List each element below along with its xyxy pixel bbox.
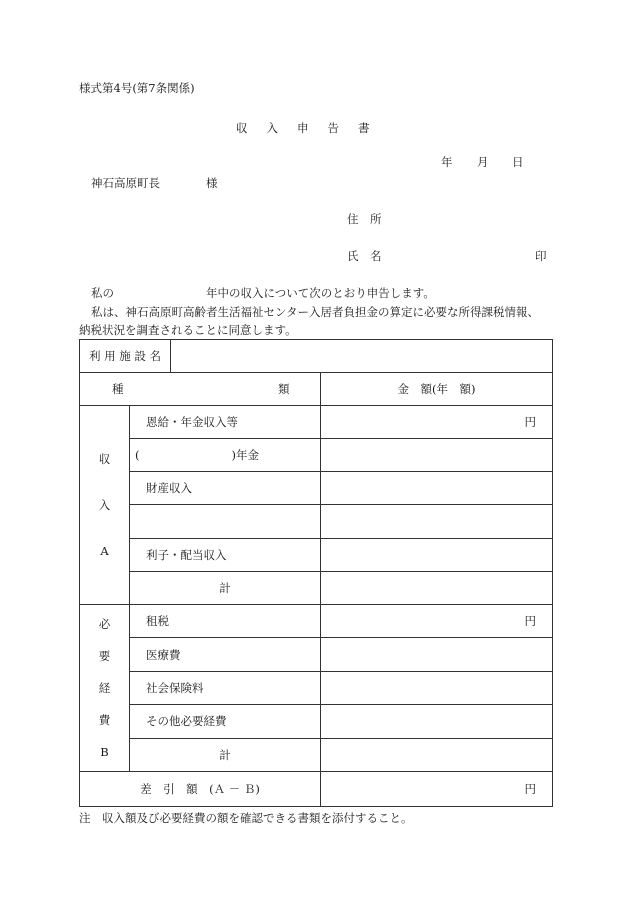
date-month-label: 月 — [477, 155, 489, 169]
date-day-label: 日 — [512, 155, 524, 169]
difference-label: 差 引 額 (Ａ － Ｂ) — [80, 772, 321, 807]
expense-total-row — [80, 738, 553, 771]
expense-row-label: 租税 — [130, 605, 321, 638]
expense-row-amount[interactable]: 円 — [321, 605, 553, 638]
consent-line-2: 納税状況を調査されることに同意します。 — [79, 323, 297, 337]
difference-amount[interactable]: 円 — [321, 772, 553, 807]
income-group-label — [80, 406, 130, 605]
income-row-label[interactable]: ( )年金 — [130, 439, 321, 472]
declaration-suffix: 年中の収入について次のとおり申告します。 — [206, 286, 435, 300]
expense-row — [80, 671, 553, 704]
income-row — [80, 439, 553, 472]
income-row — [80, 505, 553, 538]
income-row-amount[interactable]: 円 — [321, 406, 553, 439]
income-row-label: 財産収入 — [130, 472, 321, 505]
expense-row — [80, 605, 553, 638]
facility-row — [80, 340, 553, 373]
expense-label-char: 費 — [98, 713, 111, 727]
expense-label-char: 必 — [98, 617, 111, 631]
income-total-row — [80, 571, 553, 604]
declaration-line — [91, 286, 435, 300]
income-label-char: 収 — [98, 452, 111, 466]
column-header-row — [80, 373, 553, 406]
facility-label: 利 用 施 設 名 — [80, 340, 171, 373]
expense-row-amount[interactable] — [321, 671, 553, 704]
amount-column-header: 金 額(年 額) — [321, 373, 553, 406]
type-column-header — [80, 373, 321, 406]
income-row-amount[interactable] — [321, 538, 553, 571]
expense-row — [80, 705, 553, 738]
expense-group-label — [80, 605, 130, 772]
footnote: 注 収入額及び必要経費の額を確認できる書類を添付すること。 — [79, 811, 413, 825]
income-declaration-table — [79, 339, 553, 807]
income-row — [80, 406, 553, 439]
type-header-char-1: 種 — [112, 382, 124, 396]
expense-row-label: その他必要経費 — [130, 705, 321, 738]
income-row-label[interactable] — [130, 505, 321, 538]
expense-row-label: 医療費 — [130, 638, 321, 671]
document-title: 収入申告書 — [236, 121, 389, 135]
honorific: 様 — [206, 176, 218, 190]
expense-label-char: 要 — [98, 649, 111, 663]
facility-name-field[interactable] — [171, 340, 553, 373]
expense-row-amount[interactable] — [321, 638, 553, 671]
expense-label-char: 経 — [98, 681, 111, 695]
expense-row-amount[interactable] — [321, 705, 553, 738]
name-label: 氏 名 — [347, 249, 382, 263]
income-row-label: 恩給・年金収入等 — [130, 406, 321, 439]
addressee: 神石高原町長 — [91, 176, 160, 190]
form-number: 様式第4号(第7条関係) — [79, 81, 195, 95]
income-row — [80, 472, 553, 505]
income-row — [80, 538, 553, 571]
expense-row-label: 社会保険料 — [130, 671, 321, 704]
type-header-char-2: 類 — [278, 382, 290, 396]
income-row-label: 利子・配当収入 — [130, 538, 321, 571]
income-label-char: A — [100, 544, 109, 558]
address-label: 住 所 — [347, 212, 382, 226]
expense-total-label: 計 — [130, 738, 321, 771]
consent-line-1: 私は、神石高原町高齢者生活福祉センター入居者負担金の算定に必要な所得課税情報、 — [91, 305, 540, 319]
income-row-amount[interactable] — [321, 472, 553, 505]
difference-row — [80, 772, 553, 807]
income-total-label: 計 — [130, 571, 321, 604]
expense-total-amount[interactable] — [321, 738, 553, 771]
income-row-amount[interactable] — [321, 505, 553, 538]
expense-label-char: B — [100, 745, 109, 759]
income-total-amount[interactable] — [321, 571, 553, 604]
seal-label: 印 — [535, 249, 547, 263]
declaration-prefix: 私の — [91, 286, 114, 300]
expense-row — [80, 638, 553, 671]
income-row-amount[interactable] — [321, 439, 553, 472]
date-year-label: 年 — [441, 155, 453, 169]
income-label-char: 入 — [98, 498, 111, 512]
